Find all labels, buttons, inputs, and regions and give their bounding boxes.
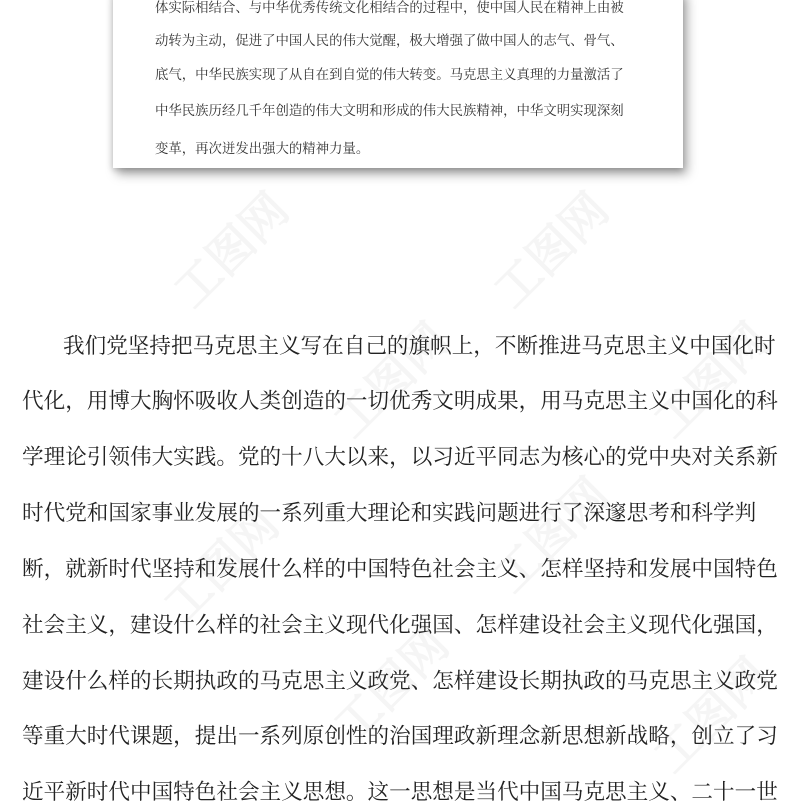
paragraph-line: 时代党和国家事业发展的一系列重大理论和实践问题进行了深邃思考和科学判 — [22, 501, 757, 526]
paragraph-line: 等重大时代课题，提出一系列原创性的治国理政新理念新思想新战略，创立了习 — [22, 724, 778, 749]
card-line: 体实际相结合、与中华优秀传统文化相结合的过程中，使中国人民在精神上由被 — [155, 1, 624, 16]
watermark: 工图网 — [643, 647, 780, 784]
paragraph-line: 代化，用博大胸怀吸收人类创造的一切优秀文明成果，用马克思主义中国化的科 — [22, 389, 778, 414]
quote-card — [113, 0, 683, 168]
paragraph-line: 近平新时代中国特色社会主义思想。这一思想是当代中国马克思主义、二十一世 — [22, 780, 778, 805]
watermark: 工图网 — [323, 617, 460, 754]
paragraph-line: 断，就新时代坚持和发展什么样的中国特色社会主义、怎样坚持和发展中国特色 — [22, 557, 778, 582]
watermark: 工图网 — [483, 182, 620, 319]
paragraph-line: 学理论引领伟大实践。党的十八大以来，以习近平同志为核心的党中央对关系新 — [22, 445, 778, 470]
card-line: 中华民族历经几千年创造的伟大文明和形成的伟大民族精神，中华文明实现深刻 — [155, 104, 624, 119]
paragraph-line: 我们党坚持把马克思主义写在自己的旗帜上，不断推进马克思主义中国化时 — [63, 334, 776, 359]
watermark: 工图网 — [153, 497, 290, 634]
card-line: 变革，再次迸发出强大的精神力量。 — [155, 142, 370, 157]
watermark: 工图网 — [483, 467, 620, 604]
watermark: 工图网 — [163, 182, 300, 319]
paragraph-line: 社会主义，建设什么样的社会主义现代化强国、怎样建设社会主义现代化强国， — [22, 613, 778, 638]
paragraph-line: 建设什么样的长期执政的马克思主义政党、怎样建设长期执政的马克思主义政党 — [22, 669, 778, 694]
card-line: 动转为主动，促进了中国人民的伟大觉醒，极大增强了做中国人的志气、骨气、 — [155, 34, 624, 49]
watermark: 工图网 — [643, 312, 780, 449]
watermark: 工图网 — [323, 312, 460, 449]
card-line: 底气，中华民族实现了从自在到自觉的伟大转变。马克思主义真理的力量激活了 — [155, 68, 624, 83]
